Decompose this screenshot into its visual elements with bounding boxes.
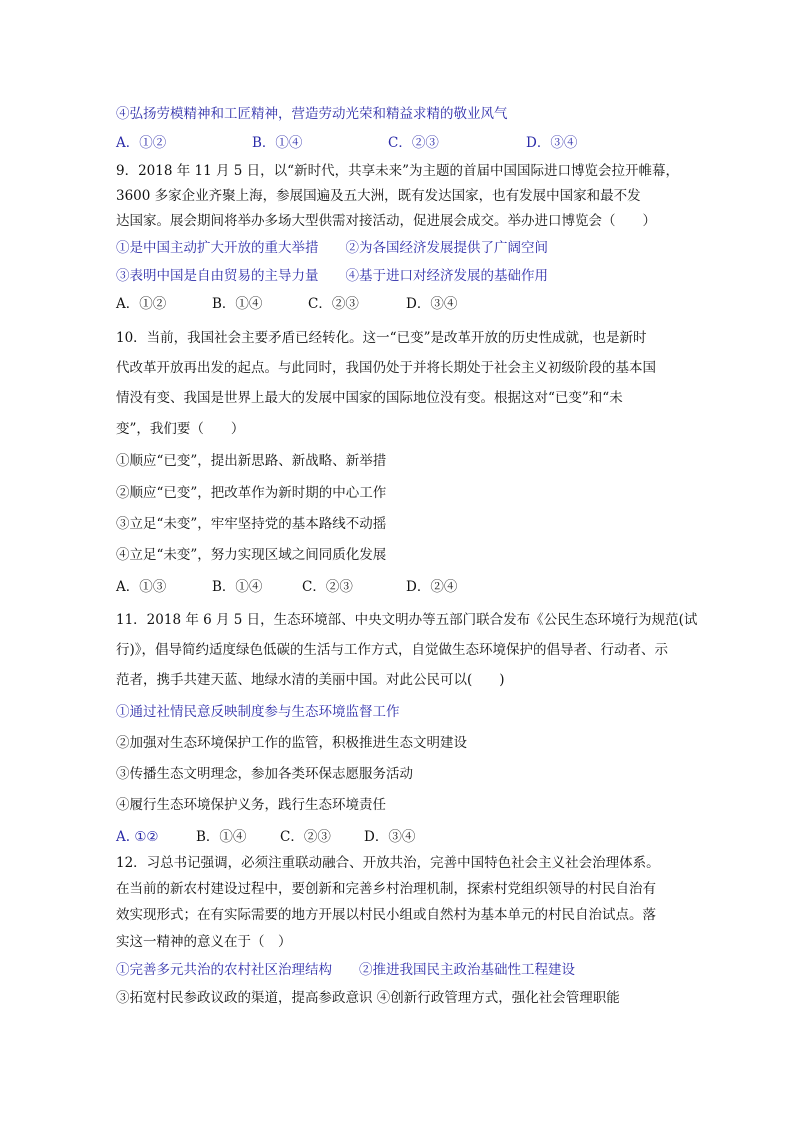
q10-option-c: C．②③: [302, 579, 353, 595]
q11-item-3: ③传播生态文明理念，参加各类环保志愿服务活动: [116, 766, 413, 782]
q11-option-d: D．③④: [364, 829, 416, 845]
q9-stem-line-3: 达国家。展会期间将举办多场大型供需对接活动，促进展会成交。举办进口博览会（ ）: [116, 213, 656, 229]
q9-items-line-2: ③表明中国是自由贸易的主导力量 ④基于进口对经济发展的基础作用: [116, 268, 548, 284]
q10-item-2: ②顺应“已变”，把改革作为新时期的中心工作: [116, 485, 387, 501]
q12-stem-line-2: 在当前的新农村建设过程中，要创新和完善乡村治理机制，探索村党组织领导的村民自治有: [116, 881, 656, 897]
q8-option-d: D．③④: [526, 135, 578, 151]
q10-item-1: ①顺应“已变”，提出新思路、新战略、新举措: [116, 453, 387, 469]
q11-option-a: A. ①②: [116, 829, 159, 845]
q9-option-b: B．①④: [212, 296, 263, 312]
q9-option-a: A．①②: [116, 296, 167, 312]
q9-option-d: D．③④: [406, 296, 458, 312]
q11-stem-line-3: 范者，携手共建天蓝、地绿水清的美丽中国。对此公民可以( ): [116, 672, 505, 688]
q11-stem-line-1: 11．2018 年 6 月 5 日，生态环境部、中央文明办等五部门联合发布《公民生态环境行为规范(试: [116, 612, 698, 628]
q8-option-c: C．②③: [388, 135, 439, 151]
q9-items-line-1: ①是中国主动扩大开放的重大举措 ②为各国经济发展提供了广阔空间: [116, 240, 548, 256]
q9-stem-line-2: 3600 多家企业齐聚上海，参展国遍及五大洲，既有发达国家，也有发展中国家和最不发: [116, 188, 641, 204]
q10-stem-line-1: 10．当前，我国社会主要矛盾已经转化。这一“已变”是改革开放的历史性成就，也是新时: [116, 330, 647, 346]
q9-option-c: C．②③: [308, 296, 359, 312]
q11-item-1: ①通过社情民意反映制度参与生态环境监督工作: [116, 704, 400, 720]
q10-option-d: D．②④: [406, 579, 458, 595]
q8-option-a: A．①②: [116, 135, 167, 151]
q10-stem-line-3: 情没有变、我国是世界上最大的发展中国家的国际地位没有变。根据这对“已变”和“未: [116, 390, 623, 406]
q10-option-b: B．①④: [212, 579, 263, 595]
q11-option-c: C．②③: [280, 829, 331, 845]
q10-stem-line-4: 变”，我们要（ ）: [116, 421, 245, 437]
q11-item-2: ②加强对生态环境保护工作的监管，积极推进生态文明建设: [116, 735, 467, 751]
q12-stem-line-3: 效实现形式；在有实际需要的地方开展以村民小组或自然村为基本单元的村民自治试点。落: [116, 907, 656, 923]
q10-item-4: ④立足“未变”，努力实现区域之间同质化发展: [116, 547, 387, 563]
q12-items-line-2: ③拓宽村民参政议政的渠道，提高参政意识 ④创新行政管理方式，强化社会管理职能: [116, 990, 620, 1006]
q10-item-3: ③立足“未变”，牢牢坚持党的基本路线不动摇: [116, 516, 387, 532]
q9-stem-line-1: 9．2018 年 11 月 5 日，以“新时代，共享未来”为主题的首届中国国际进口博览会拉开帷幕，: [116, 163, 679, 179]
q11-item-4: ④履行生态环境保护义务，践行生态环境责任: [116, 797, 386, 813]
q12-items-line-1: ①完善多元共治的农村社区治理结构 ②推进我国民主政治基础性工程建设: [116, 962, 575, 978]
q11-option-b: B．①④: [196, 829, 247, 845]
q10-stem-line-2: 代改革开放再出发的起点。与此同时，我国仍处于并将长期处于社会主义初级阶段的基本国: [116, 360, 656, 376]
q12-stem-line-1: 12．习总书记强调，必须注重联动融合、开放共治，完善中国特色社会主义社会治理体系。: [116, 855, 660, 871]
q10-option-a: A．①③: [116, 579, 167, 595]
q8-option-b: B．①④: [252, 135, 303, 151]
q11-stem-line-2: 行)》，倡导简约适度绿色低碳的生活与工作方式，自觉做生态环境保护的倡导者、行动者、示: [116, 642, 669, 658]
q8-item-4: ④弘扬劳模精神和工匠精神，营造劳动光荣和精益求精的敬业风气: [116, 106, 508, 122]
q12-stem-line-4: 实这一精神的意义在于（ ）: [116, 934, 292, 950]
